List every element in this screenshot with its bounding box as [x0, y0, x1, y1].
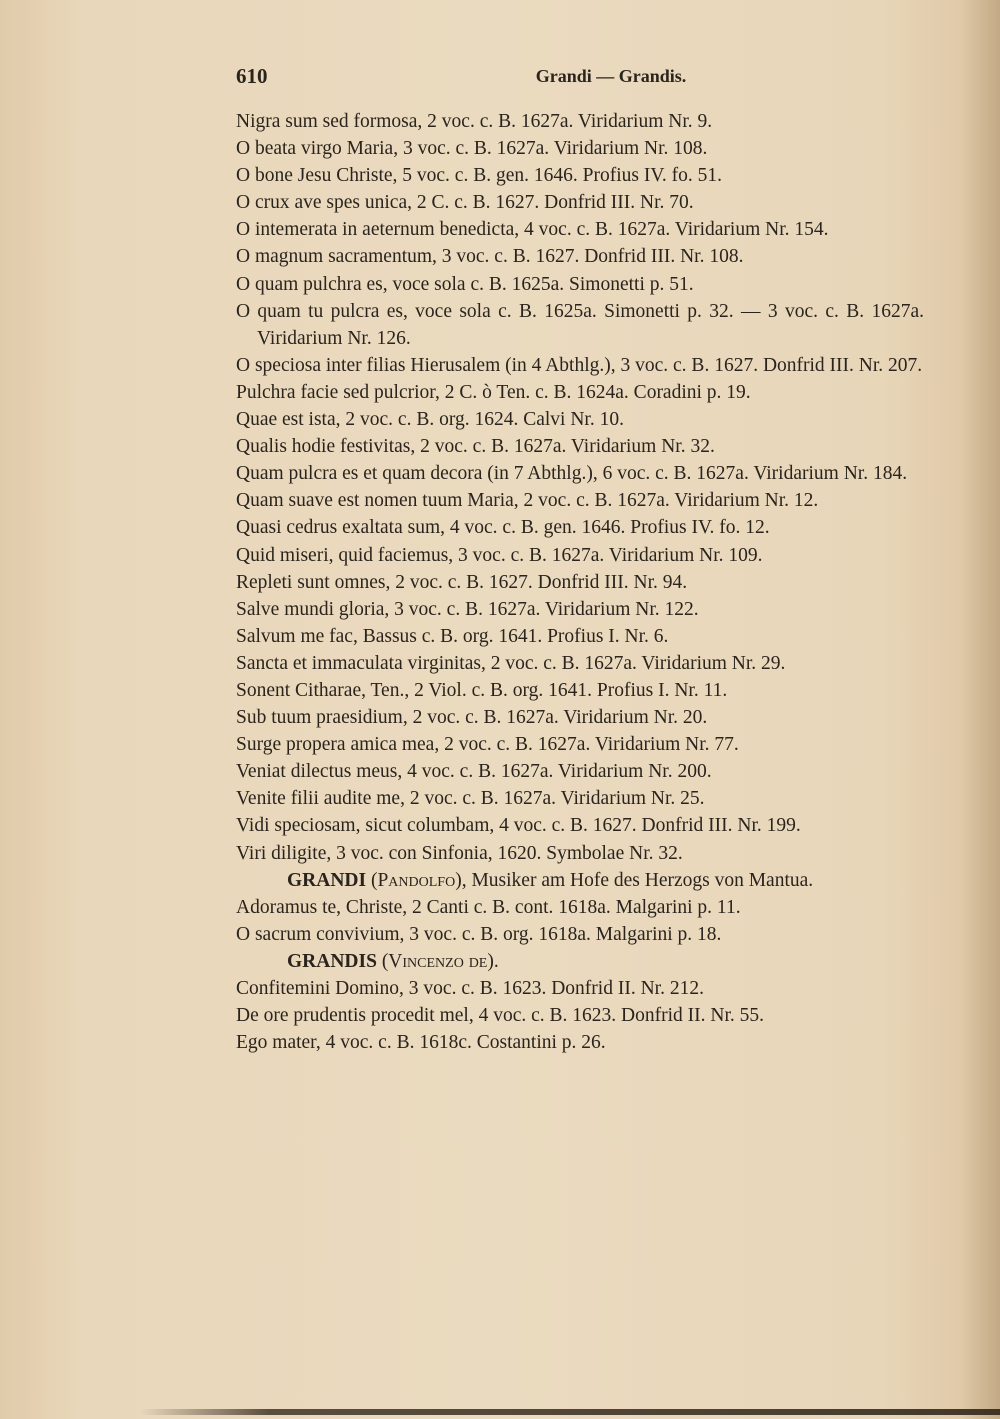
entry: O speciosa inter filias Hierusalem (in 4 Abthlg.), 3 voc. c. B. 1627. Donfrid III. Nr. 207.	[236, 354, 923, 376]
entry: Sub tuum praesidium, 2 voc. c. B. 1627a. Viridarium Nr. 20.	[236, 707, 708, 729]
entry: O beata virgo Maria, 3 voc. c. B. 1627a. Viridarium Nr. 108.	[236, 138, 708, 160]
page-header	[236, 64, 916, 96]
entry: Ego mater, 4 voc. c. B. 1618c. Costantini p. 26.	[236, 1032, 606, 1054]
entry: O intemerata in aeternum benedicta, 4 voc. c. B. 1627a. Viridarium Nr. 154.	[236, 219, 829, 241]
entry: Salvum me fac, Bassus c. B. org. 1641. Profius I. Nr. 6.	[236, 625, 669, 647]
entry: De ore prudentis procedit mel, 4 voc. c. B. 1623. Donfrid II. Nr. 55.	[236, 1005, 765, 1027]
entry: Quid miseri, quid faciemus, 3 voc. c. B. 1627a. Viridarium Nr. 109.	[236, 544, 763, 566]
entry: Confitemini Domino, 3 voc. c. B. 1623. Donfrid II. Nr. 212.	[236, 978, 704, 999]
entry: O sacrum convivium, 3 voc. c. B. org. 1618a. Malgarini p. 18.	[236, 923, 722, 945]
composer-name: GRANDI	[287, 869, 367, 891]
entry: Adoramus te, Christe, 2 Canti c. B. cont. 1618a. Malgarini p. 11.	[236, 896, 741, 918]
entry: O quam tu pulcra es, voce sola c. B. 1625a. Simonetti p. 32. — 3 voc. c. B. 1627a. Viridarium Nr. 126.	[236, 300, 924, 349]
composer-name: GRANDIS	[287, 950, 377, 972]
entry: Surge propera amica mea, 2 voc. c. B. 1627a. Viridarium Nr. 77.	[236, 734, 739, 756]
entry: Quam suave est nomen tuum Maria, 2 voc. c. B. 1627a. Viridarium Nr. 12.	[236, 490, 819, 512]
entry: O quam pulchra es, voce sola c. B. 1625a. Simonetti p. 51.	[236, 273, 694, 295]
entry: O crux ave spes unica, 2 C. c. B. 1627. Donfrid III. Nr. 70.	[236, 192, 694, 214]
entry: Sonent Citharae, Ten., 2 Viol. c. B. org. 1641. Profius I. Nr. 11.	[236, 679, 728, 701]
page-bottom-edge	[140, 1409, 1000, 1415]
entry: Veniat dilectus meus, 4 voc. c. B. 1627a. Viridarium Nr. 200.	[236, 761, 712, 783]
entry: Quasi cedrus exaltata sum, 4 voc. c. B. gen. 1646. Profius IV. fo. 12.	[236, 517, 770, 539]
entry: O bone Jesu Christe, 5 voc. c. B. gen. 1646. Profius IV. fo. 51.	[236, 165, 723, 187]
entry: Sancta et immaculata virginitas, 2 voc. c. B. 1627a. Viridarium Nr. 29.	[236, 652, 786, 674]
composer-given-name: (Vincenzo de).	[381, 950, 499, 972]
composer-description: Musiker am Hofe des Herzogs von Mantua.	[471, 869, 814, 891]
entry: Quam pulcra es et quam decora (in 7 Abthlg.), 6 voc. c. B. 1627a. Viridarium Nr. 184.	[236, 463, 908, 485]
entry: Salve mundi gloria, 3 voc. c. B. 1627a. Viridarium Nr. 122.	[236, 598, 699, 620]
entry: Vidi speciosam, sicut columbam, 4 voc. c. B. 1627. Donfrid III. Nr. 199.	[236, 815, 801, 837]
entry: Qualis hodie festivitas, 2 voc. c. B. 1627a. Viridarium Nr. 32.	[236, 436, 715, 458]
entry: Viri diligite, 3 voc. con Sinfonia, 1620. Symbolae Nr. 32.	[236, 842, 683, 864]
composer-heading-grandi	[236, 867, 924, 894]
entry: Venite filii audite me, 2 voc. c. B. 1627a. Viridarium Nr. 25.	[236, 788, 705, 810]
entry: Nigra sum sed formosa, 2 voc. c. B. 1627a. Viridarium Nr. 9.	[236, 111, 713, 132]
composer-heading-grandis	[236, 948, 924, 975]
page-number: 610	[236, 64, 268, 88]
catalog-text	[236, 108, 924, 1056]
entry: Repleti sunt omnes, 2 voc. c. B. 1627. Donfrid III. Nr. 94.	[236, 571, 688, 593]
entry: Pulchra facie sed pulcrior, 2 C. ò Ten. c. B. 1624a. Coradini p. 19.	[236, 381, 751, 403]
running-head: Grandi — Grandis.	[535, 66, 687, 86]
page-edge-shadow	[960, 0, 1000, 1419]
composer-given-name: (Pandolfo),	[370, 869, 467, 891]
entry: Quae est ista, 2 voc. c. B. org. 1624. Calvi Nr. 10.	[236, 409, 624, 431]
entry: O magnum sacramentum, 3 voc. c. B. 1627. Donfrid III. Nr. 108.	[236, 246, 744, 268]
